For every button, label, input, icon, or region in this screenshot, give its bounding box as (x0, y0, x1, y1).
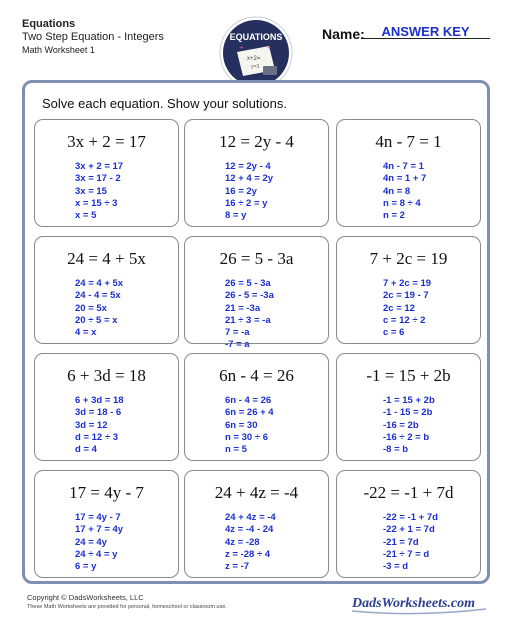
solution-step: 20 ÷ 5 = x (75, 314, 118, 326)
solution-steps (75, 395, 124, 456)
solution-step: 2c = 19 - 7 (383, 290, 429, 302)
solution-step: 24 ÷ 4 = y (75, 548, 118, 560)
svg-text:y=3: y=3 (251, 64, 260, 70)
worksheet-number: Math Worksheet 1 (22, 45, 95, 55)
instructions: Solve each equation. Show your solutions. (42, 96, 287, 111)
solution-step: 4n = 1 + 7 (383, 173, 427, 185)
solution-step: 26 - 5 = -3a (225, 290, 274, 302)
problem-card (336, 119, 481, 227)
solution-step: 6n = 30 (225, 419, 258, 431)
solution-step: c = 12 ÷ 2 (383, 314, 426, 326)
solution-steps (225, 161, 273, 222)
solution-step: 21 ÷ 3 = -a (225, 314, 271, 326)
problem-equation: 6n - 4 = 26 (219, 366, 294, 385)
solution-step: 4z = -4 - 24 (225, 524, 274, 536)
solution-step: x = 5 (75, 210, 97, 222)
solution-step: -1 = 15 + 2b (383, 395, 435, 406)
answer-key-label: ANSWER KEY (381, 24, 470, 39)
brand-text: DadsWorksheets.com (352, 596, 476, 611)
problem-card (336, 470, 481, 578)
solution-step: 4 = x (75, 327, 97, 339)
solution-steps (75, 161, 123, 222)
solution-step: 3x = 15 (75, 185, 107, 197)
solution-step: 20 = 5x (75, 302, 107, 314)
solution-step: 3d = 18 - 6 (75, 407, 122, 419)
solution-step: -21 = 7d (383, 536, 419, 548)
solution-step: -7 = a (225, 339, 250, 351)
problem-equation: 6 + 3d = 18 (67, 366, 146, 385)
solution-steps (225, 512, 276, 573)
solution-step: -16 = 2b (383, 419, 419, 431)
svg-text:+: + (239, 43, 244, 52)
usage-note: These Math Worksheets are provided for personal, homeschool or classroom use. (27, 604, 227, 610)
worksheet-subtitle: Two Step Equation - Integers (22, 31, 164, 43)
problem-equation: 7 + 2c = 19 (369, 249, 448, 268)
solution-step: 24 = 4 + 5x (75, 278, 124, 289)
equations-logo (219, 16, 293, 90)
solution-step: n = 5 (225, 444, 247, 456)
logo-text: EQUATIONS (229, 32, 283, 42)
problem-equation: 24 = 4 + 5x (67, 249, 146, 268)
solution-steps (383, 278, 431, 339)
problem-card (184, 119, 329, 227)
problem-card (34, 470, 179, 578)
solution-step: n = 30 ÷ 6 (225, 431, 268, 443)
solution-step: 7 = -a (225, 327, 250, 339)
problem-card (336, 236, 481, 344)
solution-step: 3x = 17 - 2 (75, 173, 121, 185)
solution-step: 4n = 8 (383, 185, 411, 197)
solution-step: d = 4 (75, 444, 97, 456)
solution-step: 8 = y (225, 210, 247, 222)
problem-card (184, 353, 329, 461)
problem-card (336, 353, 481, 461)
solution-step: 21 = -3a (225, 302, 261, 314)
solution-steps (225, 278, 274, 352)
solution-step: 6n = 26 + 4 (225, 407, 274, 419)
solution-step: -21 ÷ 7 = d (383, 548, 430, 560)
solution-step: 3d = 12 (75, 419, 108, 431)
problem-card (34, 236, 179, 344)
solution-step: 16 ÷ 2 = y (225, 197, 268, 209)
worksheet-title: Equations (22, 18, 76, 30)
solution-step: -3 = d (383, 561, 409, 573)
solution-step: 12 = 2y - 4 (225, 161, 271, 172)
problem-equation: 24 + 4z = -4 (214, 483, 299, 502)
solution-steps (75, 278, 123, 339)
solution-step: -22 + 1 = 7d (383, 524, 435, 536)
solution-steps (75, 512, 123, 573)
worksheet-header (22, 18, 164, 57)
problem-equation: 12 = 2y - 4 (219, 132, 294, 151)
copyright: Copyright © DadsWorksheets, LLC (27, 593, 144, 602)
solution-step: 17 = 4y - 7 (75, 512, 121, 523)
solution-step: 6 = y (75, 561, 97, 573)
problem-equation: 26 = 5 - 3a (219, 249, 294, 268)
solution-step: z = -7 (225, 561, 250, 573)
solution-step: -1 - 15 = 2b (383, 407, 433, 419)
solution-step: n = 2 (383, 210, 405, 222)
solution-step: 4n - 7 = 1 (383, 161, 424, 172)
problem-card (184, 470, 329, 578)
solution-step: 3x + 2 = 17 (75, 161, 124, 172)
solution-step: 4z = -28 (225, 536, 260, 548)
solution-step: 17 + 7 = 4y (75, 524, 124, 536)
solution-step: 6n - 4 = 26 (225, 395, 272, 406)
solution-step: n = 8 ÷ 4 (383, 197, 421, 209)
solution-steps (225, 395, 274, 456)
solution-step: 26 = 5 - 3a (225, 278, 271, 289)
solution-step: d = 12 ÷ 3 (75, 431, 118, 443)
solution-step: 24 = 4y (75, 536, 107, 548)
problem-card (34, 353, 179, 461)
problem-equation: 3x + 2 = 17 (67, 132, 146, 151)
solution-step: -22 = -1 + 7d (383, 512, 438, 523)
solution-step: 16 = 2y (225, 185, 257, 197)
solution-step: 2c = 12 (383, 302, 415, 314)
solution-step: c = 6 (383, 327, 405, 339)
problem-equation: -1 = 15 + 2b (366, 366, 451, 385)
problem-equation: 17 = 4y - 7 (69, 483, 144, 502)
svg-text:x+2=: x+2= (247, 56, 261, 62)
solution-step: 7 + 2c = 19 (383, 278, 432, 289)
solution-step: z = -28 ÷ 4 (225, 548, 271, 560)
solution-step: -16 ÷ 2 = b (383, 431, 430, 443)
solution-steps (383, 161, 426, 222)
solution-step: 6 + 3d = 18 (75, 395, 124, 406)
problem-card (34, 119, 179, 227)
solution-step: 24 - 4 = 5x (75, 290, 121, 302)
solution-step: -8 = b (383, 444, 409, 456)
solution-step: 24 + 4z = -4 (225, 512, 276, 523)
name-label: Name: (322, 26, 365, 42)
solution-step: 12 + 4 = 2y (225, 173, 274, 185)
svg-text:÷: ÷ (267, 45, 271, 52)
solution-steps (383, 512, 438, 573)
problem-equation: -22 = -1 + 7d (363, 483, 454, 502)
brand-logo (348, 587, 490, 622)
problem-card (184, 236, 329, 351)
problem-equation: 4n - 7 = 1 (375, 132, 442, 151)
solution-step: x = 15 ÷ 3 (75, 197, 118, 209)
solution-steps (383, 395, 435, 456)
